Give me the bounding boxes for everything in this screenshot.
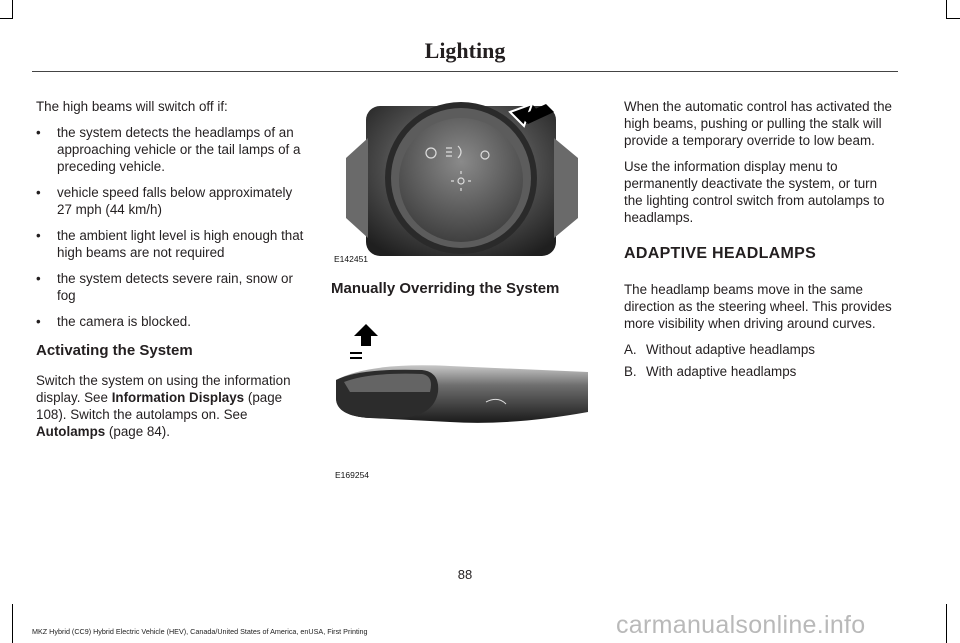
list-item-text: the camera is blocked.	[57, 314, 191, 329]
lighting-switch-illustration	[334, 98, 590, 264]
override-heading: Manually Overriding the System	[331, 280, 560, 297]
stalk-illustration	[330, 318, 592, 458]
list-item-text: With adaptive headlamps	[646, 364, 797, 379]
activating-text	[36, 372, 306, 440]
list-item	[624, 363, 899, 380]
push-arrow-icon	[354, 324, 378, 346]
activating-text-part: (page 108). Switch the autolamps on. See	[36, 390, 283, 422]
list-item	[624, 341, 899, 358]
activating-text-part: Switch the system on using the information display. See	[36, 373, 291, 405]
right-column	[624, 98, 899, 385]
bullet-glyph: •	[36, 271, 41, 286]
list-item-letter: A.	[624, 342, 637, 357]
page-title: Lighting	[424, 38, 506, 63]
list-item-text: Without adaptive headlamps	[646, 342, 815, 357]
adaptive-headlamps-heading: ADAPTIVE HEADLAMPS	[624, 245, 817, 262]
bullet-glyph: •	[36, 228, 41, 243]
list-item-text: the system detects the headlamps of an approaching vehicle or the tail lamps of a preceding vehicle.	[57, 125, 301, 174]
adaptive-paragraph: The headlamp beams move in the same direction as the steering wheel. This provides more visibility when driving around curves.	[624, 282, 892, 331]
list-item-letter: B.	[624, 364, 637, 379]
list-item	[36, 124, 306, 175]
autolamps-link[interactable]: Autolamps	[36, 424, 106, 439]
adaptive-list	[624, 341, 899, 380]
override-paragraph: When the automatic control has activated the high beams, pushing or pulling the stalk will provide a temporary override to low beam.	[624, 99, 892, 148]
header-divider	[32, 71, 898, 72]
left-column	[36, 98, 306, 440]
bullet-glyph: •	[36, 185, 41, 200]
list-item-text: vehicle speed falls below approximately 27 mph (44 km/h)	[57, 185, 293, 217]
crop-mark-top-left	[0, 0, 13, 19]
figure-id-e142451: E142451	[334, 254, 369, 264]
list-item-text: the ambient light level is high enough that high beams are not required	[57, 228, 304, 260]
page-number: 88	[457, 567, 473, 582]
stalk-figure	[330, 318, 592, 458]
watermark: carmanualsonline.info	[616, 611, 866, 639]
footer-text: MKZ Hybrid (CC9) Hybrid Electric Vehicle (HEV), Canada/United States of America, enUSA, First Printing	[32, 627, 368, 636]
deactivate-paragraph: Use the information display menu to permanently deactivate the system, or turn the lighting control switch from autolamps to headlamps.	[624, 159, 885, 225]
bullet-glyph: •	[36, 314, 41, 329]
figure-id-e169254: E169254	[335, 470, 370, 480]
list-item	[36, 313, 306, 330]
high-beam-off-list	[36, 124, 306, 330]
crop-mark-bottom-right	[946, 604, 960, 643]
list-item-text: the system detects severe rain, snow or fog	[57, 271, 293, 303]
list-item	[36, 184, 306, 218]
intro-text: The high beams will switch off if:	[36, 99, 228, 114]
information-displays-link[interactable]: Information Displays	[111, 390, 245, 405]
lighting-switch-figure	[334, 98, 590, 264]
activating-heading: Activating the System	[36, 342, 193, 359]
activating-text-part: (page 84).	[105, 424, 170, 439]
crop-mark-top-right	[946, 0, 960, 19]
bullet-glyph: •	[36, 125, 41, 140]
list-item	[36, 270, 306, 304]
crop-mark-bottom-left	[0, 604, 13, 643]
list-item	[36, 227, 306, 261]
